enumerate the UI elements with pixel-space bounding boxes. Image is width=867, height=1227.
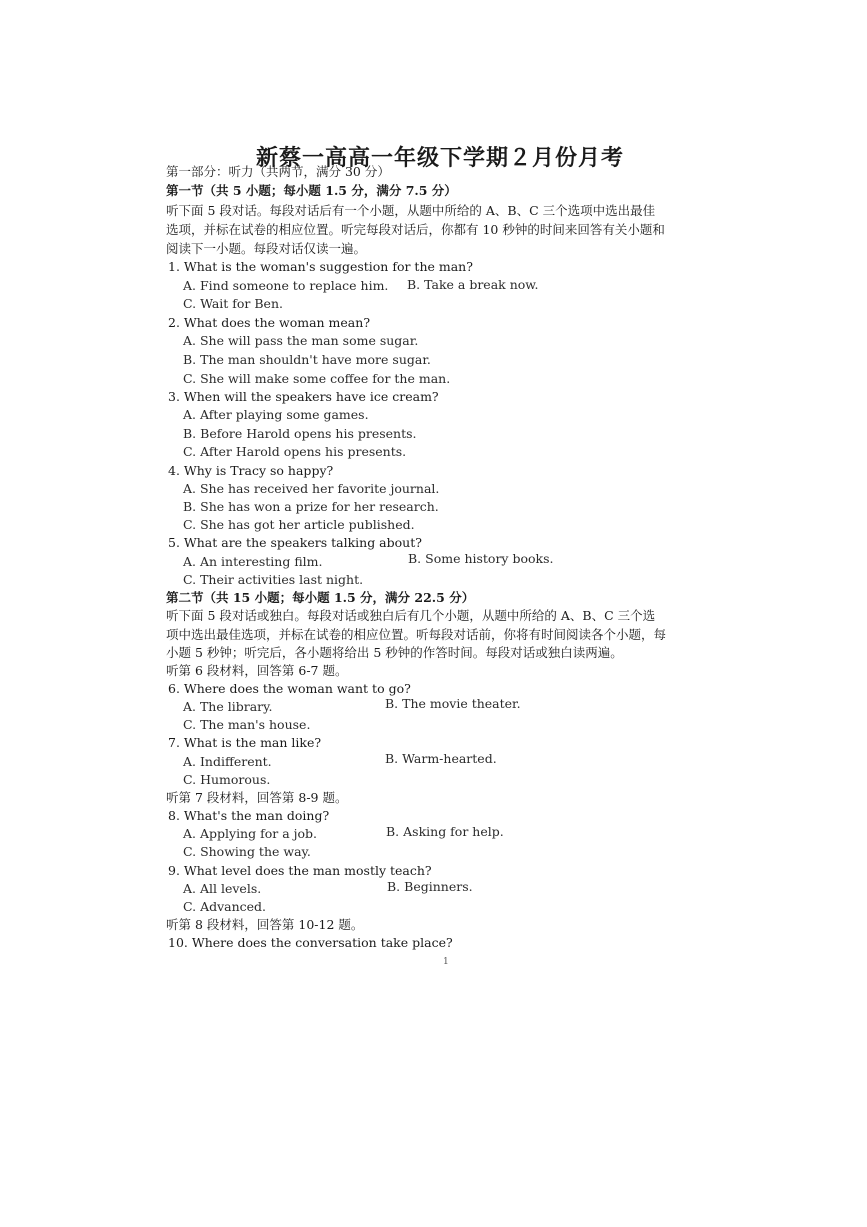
- question-8: 8. What's the man doing?: [168, 808, 330, 823]
- question-10: 10. Where does the conversation take place?: [168, 935, 453, 950]
- question-6: 6. Where does the woman want to go?: [168, 681, 411, 696]
- section2-instruction-line: 听下面 5 段对话或独白。每段对话或独白后有几个小题，从题中所给的 A、B、C 三个选: [166, 608, 656, 623]
- part-heading: 第一部分：听力（共两节，满分 30 分）: [166, 164, 390, 179]
- option-a: A. Indifferent.: [183, 754, 272, 769]
- option-c: C. Humorous.: [183, 772, 271, 787]
- option-c: C. She has got her article published.: [183, 517, 415, 532]
- option-c: C. Advanced.: [183, 899, 267, 914]
- option-b: B. Beginners.: [387, 879, 473, 894]
- option-a: A. She has received her favorite journal.: [183, 481, 440, 496]
- option-a: A. She will pass the man some sugar.: [183, 333, 419, 348]
- option-b: B. Take a break now.: [407, 277, 539, 292]
- question-3: 3. When will the speakers have ice cream?: [168, 389, 439, 404]
- question-1: 1. What is the woman's suggestion for the man?: [168, 259, 473, 274]
- option-c: C. The man's house.: [183, 717, 311, 732]
- option-a: A. An interesting film.: [183, 554, 323, 569]
- section1-instruction-line: 听下面 5 段对话。每段对话后有一个小题，从题中所给的 A、B、C 三个选项中选出最佳: [166, 203, 656, 218]
- question-4: 4. Why is Tracy so happy?: [168, 463, 334, 478]
- section1-instruction-line: 阅读下一小题。每段对话仅读一遍。: [166, 241, 367, 256]
- section2-instruction-line: 小题 5 秒钟；听完后，各小题将给出 5 秒钟的作答时间。每段对话或独白读两遍。: [166, 645, 623, 660]
- option-b: B. She has won a prize for her research.: [183, 499, 439, 514]
- page-title: 新蔡一高高一年级下学期２月份月考: [255, 145, 624, 171]
- option-a: A. The library.: [183, 699, 273, 714]
- option-c: C. Their activities last night.: [183, 572, 364, 587]
- option-c: C. Wait for Ben.: [183, 296, 283, 311]
- section2-instruction-line: 项中选出最佳选项，并标在试卷的相应位置。听每段对话前，你将有时间阅读各个小题，每: [166, 627, 667, 642]
- material-heading: 听第 7 段材料，回答第 8-9 题。: [166, 790, 348, 805]
- option-a: A. All levels.: [183, 881, 262, 896]
- question-9: 9. What level does the man mostly teach?: [168, 863, 432, 878]
- option-c: C. After Harold opens his presents.: [183, 444, 407, 459]
- option-b: B. The man shouldn't have more sugar.: [183, 352, 431, 367]
- option-b: B. Warm-hearted.: [385, 751, 497, 766]
- option-a: A. After playing some games.: [183, 407, 369, 422]
- option-b: B. Asking for help.: [386, 824, 504, 839]
- section1-heading: 第一节（共 5 小题；每小题 1.5 分，满分 7.5 分）: [166, 183, 457, 198]
- option-a: A. Applying for a job.: [183, 826, 317, 841]
- question-5: 5. What are the speakers talking about?: [168, 535, 422, 550]
- material-heading: 听第 8 段材料，回答第 10-12 题。: [166, 917, 364, 932]
- option-b: B. Before Harold opens his presents.: [183, 426, 417, 441]
- question-7: 7. What is the man like?: [168, 735, 322, 750]
- option-b: B. The movie theater.: [385, 696, 521, 711]
- option-a: A. Find someone to replace him.: [183, 278, 389, 293]
- section1-instruction-line: 选项，并标在试卷的相应位置。听完每段对话后，你都有 10 秒钟的时间来回答有关小题和: [166, 222, 665, 237]
- question-2: 2. What does the woman mean?: [168, 315, 371, 330]
- section2-heading: 第二节（共 15 小题；每小题 1.5 分，满分 22.5 分）: [166, 590, 475, 605]
- page-number: 1: [443, 957, 449, 967]
- material-heading: 听第 6 段材料，回答第 6-7 题。: [166, 663, 348, 678]
- option-b: B. Some history books.: [408, 551, 554, 566]
- option-c: C. Showing the way.: [183, 844, 311, 859]
- option-c: C. She will make some coffee for the man.: [183, 371, 451, 386]
